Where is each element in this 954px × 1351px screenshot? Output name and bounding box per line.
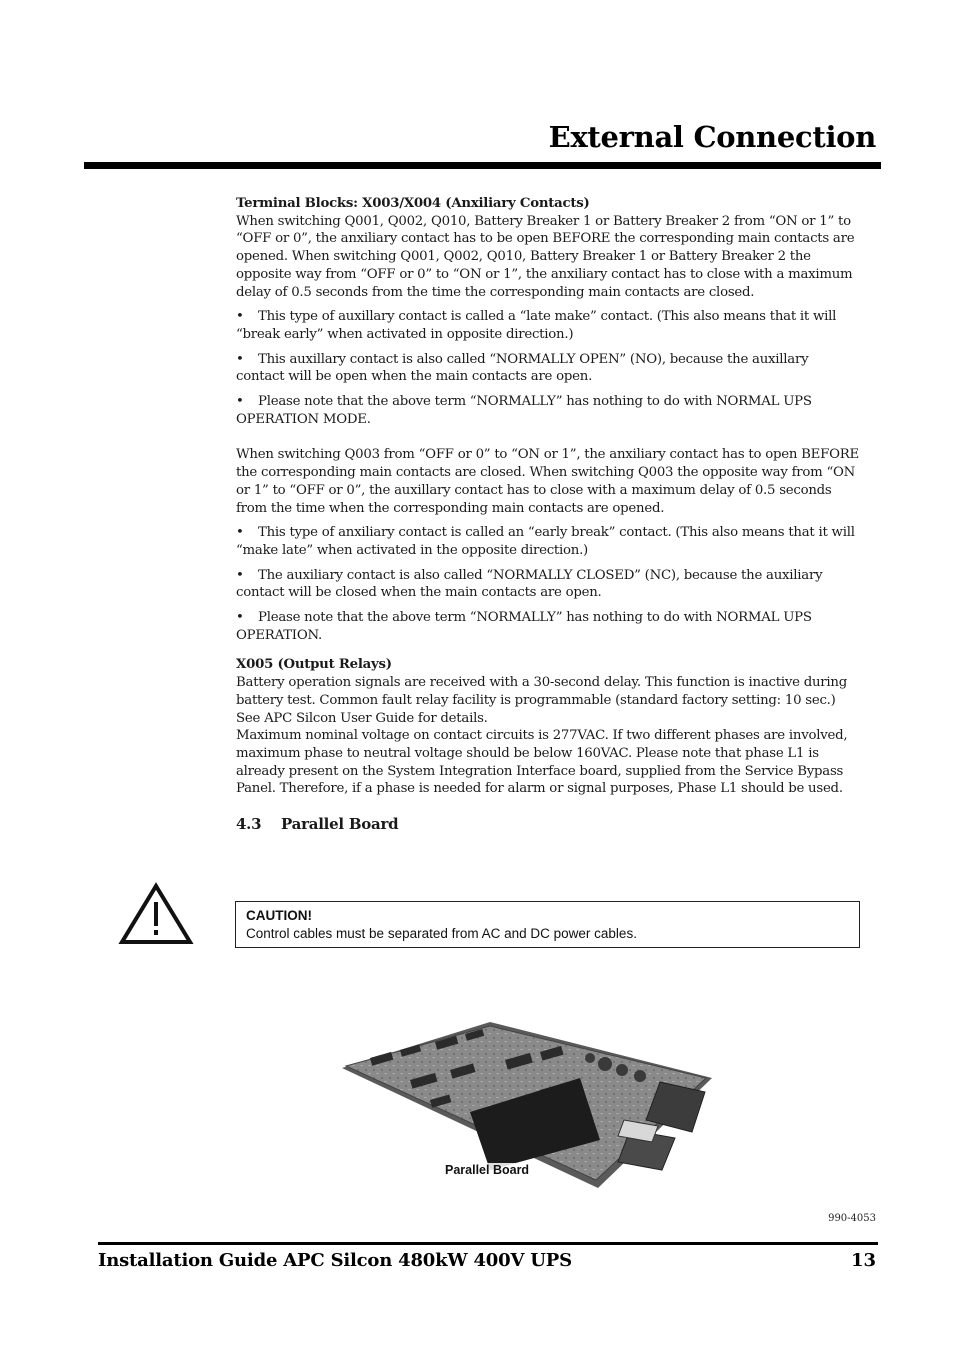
doc-number: 990-4053 xyxy=(828,1213,876,1224)
caution-box xyxy=(235,901,860,948)
section-heading xyxy=(236,816,860,834)
list-item xyxy=(236,393,860,428)
page-number: 13 xyxy=(850,1250,876,1271)
footer-rule xyxy=(98,1242,878,1245)
bullet-icon: • xyxy=(236,610,244,626)
terminal-blocks-paragraph-1: When switching Q001, Q002, Q010, Battery Breaker 1 or Battery Breaker 2 from “ON or 1” to “OFF or 0”, the anxiliary contact has to be open BEFORE the corresponding main contacts are opened. When switching Q001, Q002, Q010, Battery Breaker 1 or Battery Breaker 2 the opposite way from “OFF or 0” to “ON or 1”, the anxiliary contact has to close with a maximum delay of 0.5 seconds from the time the corresponding main contacts are closed. xyxy=(236,213,855,300)
output-relays-paragraph-2: Maximum nominal voltage on contact circuits is 277VAC. If two different phases are involved, maximum phase to neutral voltage should be below 160VAC. Please note that phase L1 is already present on the System Integration Interface board, supplied from the Service Bypass Panel. Therefore, if a phase is needed for alarm or signal purposes, Phase L1 should be used. xyxy=(236,728,848,797)
bullet-icon: • xyxy=(236,525,244,541)
list-item-text: This type of anxiliary contact is called an “early break” contact. (This also means that it will “make late” when activated in the opposite direction.) xyxy=(236,525,855,558)
body-text xyxy=(236,195,860,834)
section-title: Parallel Board xyxy=(281,815,399,834)
list-item xyxy=(236,308,860,343)
list-item-text: Please note that the above term “NORMALLY” has nothing to do with NORMAL UPS OPERATION. xyxy=(236,610,812,643)
section-number: 4.3 xyxy=(236,815,262,834)
bullet-icon: • xyxy=(236,309,244,325)
list-item-text: The auxiliary contact is also called “NORMALLY CLOSED” (NC), because the auxiliary contact will be closed when the main contacts are open. xyxy=(236,567,823,601)
title-rule xyxy=(84,162,881,169)
list-item xyxy=(236,524,860,559)
figure-caption: Parallel Board xyxy=(445,1163,530,1177)
caution-title: CAUTION! xyxy=(246,908,312,923)
footer-title: Installation Guide APC Silcon 480kW 400V UPS xyxy=(98,1250,572,1271)
list-item xyxy=(236,567,860,602)
list-item xyxy=(236,351,860,386)
terminal-blocks-heading: Terminal Blocks: X003/X004 (Anxiliary Contacts) xyxy=(236,196,590,211)
output-relays-heading: X005 (Output Relays) xyxy=(236,657,392,673)
page-title: External Connection xyxy=(548,120,876,154)
bullet-icon: • xyxy=(236,567,244,583)
list-item-text: This auxillary contact is also called “NORMALLY OPEN” (NO), because the auxillary contact will be open when the main contacts are open. xyxy=(236,351,809,385)
list-item-text: This type of auxillary contact is called a “late make” contact. (This also means that it will “break early” when activated in opposite direction.) xyxy=(236,309,837,342)
terminal-blocks-paragraph-2: When switching Q003 from “OFF or 0” to “ON or 1”, the anxiliary contact has to open BEFORE the corresponding main contacts are closed. When switching Q003 the opposite way from “ON or 1” to “OFF or 0”, the auxillary contact has to close with a maximum delay of 0.5 seconds from the time when the corresponding main contacts are opened. xyxy=(236,447,859,516)
bullet-icon: • xyxy=(236,351,244,367)
list-item-text: Please note that the above term “NORMALLY” has nothing to do with NORMAL UPS OPERATION MODE. xyxy=(236,394,812,427)
bullet-icon: • xyxy=(236,394,244,410)
caution-text: Control cables must be separated from AC and DC power cables. xyxy=(246,926,637,941)
output-relays-paragraph: Battery operation signals are received with a 30-second delay. This function is inactive during battery test. Common fault relay facility is programmable (standard factory setting: 10 sec.) See APC Silcon User Guide for details. xyxy=(236,675,847,726)
list-item xyxy=(236,609,860,644)
warning-triangle-icon xyxy=(118,882,194,946)
